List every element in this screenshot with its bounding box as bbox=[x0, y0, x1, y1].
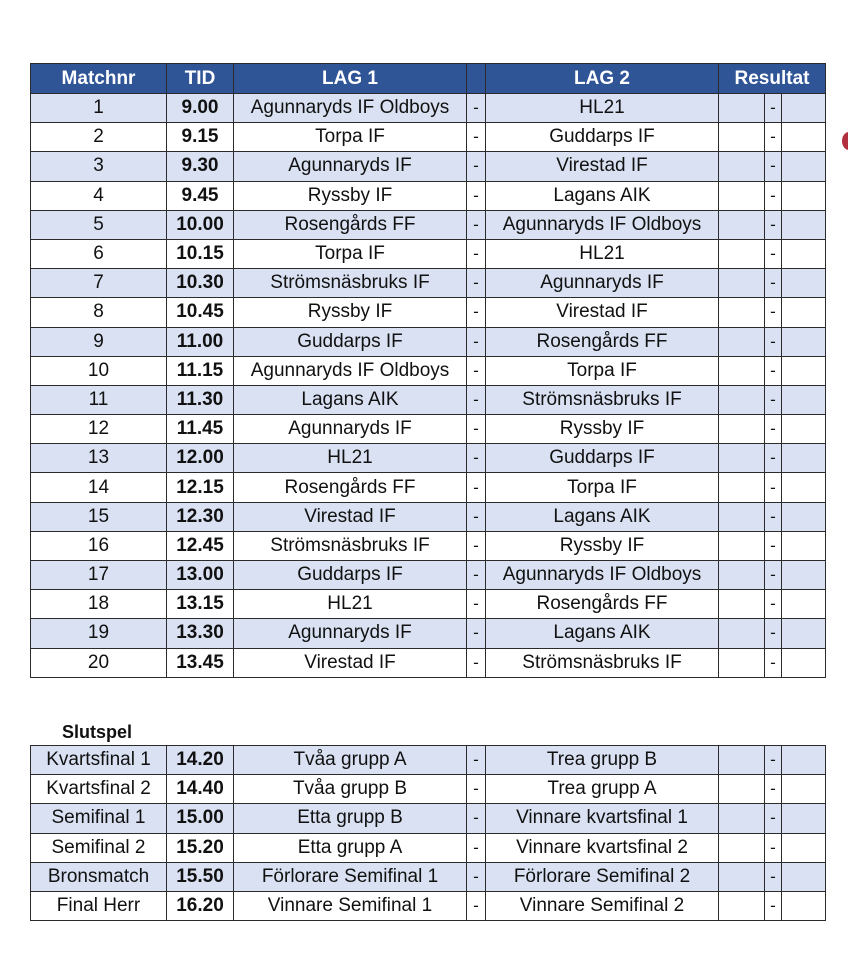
match-number: Final Herr bbox=[31, 891, 167, 920]
match-time: 14.20 bbox=[167, 746, 234, 775]
result-separator: - bbox=[765, 181, 782, 210]
match-time: 15.20 bbox=[167, 833, 234, 862]
match-time: 12.15 bbox=[167, 473, 234, 502]
match-row bbox=[31, 152, 826, 181]
result-away-cell[interactable] bbox=[782, 123, 826, 152]
team1-name: Förlorare Semifinal 1 bbox=[234, 862, 467, 891]
result-separator: - bbox=[765, 269, 782, 298]
match-time: 12.00 bbox=[167, 444, 234, 473]
result-away-cell[interactable] bbox=[782, 415, 826, 444]
result-separator: - bbox=[765, 891, 782, 920]
match-row bbox=[31, 415, 826, 444]
match-number: 9 bbox=[31, 327, 167, 356]
team1-name: Torpa IF bbox=[234, 123, 467, 152]
result-away-cell[interactable] bbox=[782, 891, 826, 920]
team-separator: - bbox=[467, 385, 486, 414]
header-lag2: LAG 2 bbox=[486, 64, 719, 94]
match-row bbox=[31, 94, 826, 123]
match-number: 13 bbox=[31, 444, 167, 473]
result-separator: - bbox=[765, 619, 782, 648]
team-separator: - bbox=[467, 327, 486, 356]
team-separator: - bbox=[467, 269, 486, 298]
result-home-cell[interactable] bbox=[719, 502, 765, 531]
team2-name: Virestad IF bbox=[486, 152, 719, 181]
match-number: 16 bbox=[31, 531, 167, 560]
team2-name: Lagans AIK bbox=[486, 181, 719, 210]
result-separator: - bbox=[765, 833, 782, 862]
match-number: 4 bbox=[31, 181, 167, 210]
team1-name: Agunnaryds IF bbox=[234, 415, 467, 444]
match-row bbox=[31, 561, 826, 590]
result-home-cell[interactable] bbox=[719, 356, 765, 385]
team-separator: - bbox=[467, 152, 486, 181]
match-time: 11.15 bbox=[167, 356, 234, 385]
match-time: 16.20 bbox=[167, 891, 234, 920]
result-home-cell[interactable] bbox=[719, 648, 765, 677]
team1-name: Etta grupp B bbox=[234, 804, 467, 833]
match-number: 3 bbox=[31, 152, 167, 181]
match-row bbox=[31, 590, 826, 619]
team1-name: Vinnare Semifinal 1 bbox=[234, 891, 467, 920]
team-separator: - bbox=[467, 862, 486, 891]
match-row bbox=[31, 327, 826, 356]
team1-name: Strömsnäsbruks IF bbox=[234, 269, 467, 298]
result-away-cell[interactable] bbox=[782, 775, 826, 804]
match-time: 13.45 bbox=[167, 648, 234, 677]
match-row bbox=[31, 775, 826, 804]
team1-name: Agunnaryds IF bbox=[234, 619, 467, 648]
result-separator: - bbox=[765, 123, 782, 152]
result-away-cell[interactable] bbox=[782, 648, 826, 677]
team2-name: Förlorare Semifinal 2 bbox=[486, 862, 719, 891]
team-separator: - bbox=[467, 891, 486, 920]
result-away-cell[interactable] bbox=[782, 590, 826, 619]
team2-name: Agunnaryds IF bbox=[486, 269, 719, 298]
result-home-cell[interactable] bbox=[719, 619, 765, 648]
match-row bbox=[31, 804, 826, 833]
result-home-cell[interactable] bbox=[719, 239, 765, 268]
result-home-cell[interactable] bbox=[719, 804, 765, 833]
team-separator: - bbox=[467, 804, 486, 833]
result-separator: - bbox=[765, 356, 782, 385]
result-home-cell[interactable] bbox=[719, 775, 765, 804]
result-separator: - bbox=[765, 298, 782, 327]
team2-name: Vinnare kvartsfinal 1 bbox=[486, 804, 719, 833]
match-time: 11.30 bbox=[167, 385, 234, 414]
match-time: 11.00 bbox=[167, 327, 234, 356]
team-separator: - bbox=[467, 590, 486, 619]
result-separator: - bbox=[765, 210, 782, 239]
result-away-cell[interactable] bbox=[782, 239, 826, 268]
match-number: 7 bbox=[31, 269, 167, 298]
header-row bbox=[31, 64, 826, 94]
team1-name: Ryssby IF bbox=[234, 181, 467, 210]
result-home-cell[interactable] bbox=[719, 473, 765, 502]
match-number: 19 bbox=[31, 619, 167, 648]
result-home-cell[interactable] bbox=[719, 152, 765, 181]
result-away-cell[interactable] bbox=[782, 94, 826, 123]
result-home-cell[interactable] bbox=[719, 94, 765, 123]
team-separator: - bbox=[467, 648, 486, 677]
team1-name: Lagans AIK bbox=[234, 385, 467, 414]
match-row bbox=[31, 619, 826, 648]
header-lag1: LAG 1 bbox=[234, 64, 467, 94]
result-away-cell[interactable] bbox=[782, 444, 826, 473]
team-separator: - bbox=[467, 239, 486, 268]
playoff-schedule-table bbox=[30, 745, 826, 921]
match-number: 5 bbox=[31, 210, 167, 239]
result-away-cell[interactable] bbox=[782, 531, 826, 560]
result-away-cell[interactable] bbox=[782, 862, 826, 891]
match-time: 13.15 bbox=[167, 590, 234, 619]
team-separator: - bbox=[467, 561, 486, 590]
match-time: 15.00 bbox=[167, 804, 234, 833]
team2-name: HL21 bbox=[486, 94, 719, 123]
match-number: 6 bbox=[31, 239, 167, 268]
match-row bbox=[31, 531, 826, 560]
result-separator: - bbox=[765, 444, 782, 473]
result-separator: - bbox=[765, 590, 782, 619]
match-time: 10.00 bbox=[167, 210, 234, 239]
match-number: Kvartsfinal 2 bbox=[31, 775, 167, 804]
result-away-cell[interactable] bbox=[782, 833, 826, 862]
team1-name: Torpa IF bbox=[234, 239, 467, 268]
result-away-cell[interactable] bbox=[782, 152, 826, 181]
result-separator: - bbox=[765, 473, 782, 502]
playoff-title: Slutspel bbox=[62, 722, 133, 742]
match-number: 2 bbox=[31, 123, 167, 152]
header-tid: TID bbox=[167, 64, 234, 94]
team2-name: Torpa IF bbox=[486, 473, 719, 502]
result-home-cell[interactable] bbox=[719, 123, 765, 152]
result-separator: - bbox=[765, 746, 782, 775]
team2-name: Vinnare Semifinal 2 bbox=[486, 891, 719, 920]
result-home-cell[interactable] bbox=[719, 746, 765, 775]
match-time: 9.30 bbox=[167, 152, 234, 181]
team2-name: Agunnaryds IF Oldboys bbox=[486, 561, 719, 590]
team2-name: Strömsnäsbruks IF bbox=[486, 385, 719, 414]
result-home-cell[interactable] bbox=[719, 269, 765, 298]
team1-name: Tvåa grupp B bbox=[234, 775, 467, 804]
result-away-cell[interactable] bbox=[782, 746, 826, 775]
team-separator: - bbox=[467, 619, 486, 648]
team-separator: - bbox=[467, 833, 486, 862]
match-time: 9.15 bbox=[167, 123, 234, 152]
result-separator: - bbox=[765, 239, 782, 268]
result-home-cell[interactable] bbox=[719, 210, 765, 239]
group-schedule-table bbox=[30, 63, 826, 678]
result-separator: - bbox=[765, 385, 782, 414]
team1-name: Strömsnäsbruks IF bbox=[234, 531, 467, 560]
match-time: 10.30 bbox=[167, 269, 234, 298]
team1-name: Agunnaryds IF bbox=[234, 152, 467, 181]
team-separator: - bbox=[467, 775, 486, 804]
match-number: 11 bbox=[31, 385, 167, 414]
result-away-cell[interactable] bbox=[782, 561, 826, 590]
result-home-cell[interactable] bbox=[719, 891, 765, 920]
team2-name: Ryssby IF bbox=[486, 531, 719, 560]
team1-name: Ryssby IF bbox=[234, 298, 467, 327]
team1-name: Agunnaryds IF Oldboys bbox=[234, 94, 467, 123]
result-separator: - bbox=[765, 862, 782, 891]
team1-name: HL21 bbox=[234, 444, 467, 473]
team-separator: - bbox=[467, 473, 486, 502]
result-away-cell[interactable] bbox=[782, 298, 826, 327]
team2-name: Guddarps IF bbox=[486, 444, 719, 473]
result-away-cell[interactable] bbox=[782, 619, 826, 648]
team1-name: Virestad IF bbox=[234, 648, 467, 677]
result-away-cell[interactable] bbox=[782, 356, 826, 385]
result-away-cell[interactable] bbox=[782, 804, 826, 833]
match-time: 12.45 bbox=[167, 531, 234, 560]
team2-name: Lagans AIK bbox=[486, 502, 719, 531]
team-separator: - bbox=[467, 415, 486, 444]
team-separator: - bbox=[467, 502, 486, 531]
team1-name: Tvåa grupp A bbox=[234, 746, 467, 775]
header-matchnr: Matchnr bbox=[31, 64, 167, 94]
match-row bbox=[31, 181, 826, 210]
match-number: 14 bbox=[31, 473, 167, 502]
result-away-cell[interactable] bbox=[782, 385, 826, 414]
match-number: 12 bbox=[31, 415, 167, 444]
team2-name: Trea grupp B bbox=[486, 746, 719, 775]
result-away-cell[interactable] bbox=[782, 473, 826, 502]
match-number: 10 bbox=[31, 356, 167, 385]
result-separator: - bbox=[765, 94, 782, 123]
team2-name: Rosengårds FF bbox=[486, 590, 719, 619]
team1-name: Guddarps IF bbox=[234, 561, 467, 590]
team-separator: - bbox=[467, 531, 486, 560]
result-away-cell[interactable] bbox=[782, 181, 826, 210]
team-separator: - bbox=[467, 356, 486, 385]
result-away-cell[interactable] bbox=[782, 327, 826, 356]
team2-name: Strömsnäsbruks IF bbox=[486, 648, 719, 677]
team-separator: - bbox=[467, 94, 486, 123]
match-number: 15 bbox=[31, 502, 167, 531]
result-separator: - bbox=[765, 561, 782, 590]
result-home-cell[interactable] bbox=[719, 833, 765, 862]
team1-name: Rosengårds FF bbox=[234, 473, 467, 502]
match-time: 9.45 bbox=[167, 181, 234, 210]
team1-name: HL21 bbox=[234, 590, 467, 619]
match-row bbox=[31, 746, 826, 775]
match-number: 17 bbox=[31, 561, 167, 590]
team1-name: Etta grupp A bbox=[234, 833, 467, 862]
result-home-cell[interactable] bbox=[719, 385, 765, 414]
match-row bbox=[31, 862, 826, 891]
team2-name: Agunnaryds IF Oldboys bbox=[486, 210, 719, 239]
result-separator: - bbox=[765, 648, 782, 677]
result-home-cell[interactable] bbox=[719, 590, 765, 619]
result-separator: - bbox=[765, 804, 782, 833]
team2-name: Vinnare kvartsfinal 2 bbox=[486, 833, 719, 862]
result-home-cell[interactable] bbox=[719, 327, 765, 356]
team-separator: - bbox=[467, 123, 486, 152]
team1-name: Rosengårds FF bbox=[234, 210, 467, 239]
result-home-cell[interactable] bbox=[719, 862, 765, 891]
match-number: Bronsmatch bbox=[31, 862, 167, 891]
match-number: Semifinal 2 bbox=[31, 833, 167, 862]
result-home-cell[interactable] bbox=[719, 181, 765, 210]
match-row bbox=[31, 833, 826, 862]
match-row bbox=[31, 891, 826, 920]
match-time: 10.15 bbox=[167, 239, 234, 268]
match-row bbox=[31, 356, 826, 385]
result-home-cell[interactable] bbox=[719, 561, 765, 590]
result-separator: - bbox=[765, 327, 782, 356]
result-separator: - bbox=[765, 531, 782, 560]
team1-name: Guddarps IF bbox=[234, 327, 467, 356]
match-number: 8 bbox=[31, 298, 167, 327]
match-row bbox=[31, 385, 826, 414]
team2-name: Trea grupp A bbox=[486, 775, 719, 804]
match-number: Semifinal 1 bbox=[31, 804, 167, 833]
result-away-cell[interactable] bbox=[782, 502, 826, 531]
match-row bbox=[31, 123, 826, 152]
team2-name: Ryssby IF bbox=[486, 415, 719, 444]
match-row bbox=[31, 648, 826, 677]
match-row bbox=[31, 298, 826, 327]
team-separator: - bbox=[467, 181, 486, 210]
header-separator bbox=[467, 64, 486, 94]
result-home-cell[interactable] bbox=[719, 415, 765, 444]
result-separator: - bbox=[765, 415, 782, 444]
result-away-cell[interactable] bbox=[782, 269, 826, 298]
match-row bbox=[31, 269, 826, 298]
match-time: 14.40 bbox=[167, 775, 234, 804]
match-row bbox=[31, 444, 826, 473]
match-number: 20 bbox=[31, 648, 167, 677]
match-row bbox=[31, 210, 826, 239]
team-separator: - bbox=[467, 444, 486, 473]
match-time: 12.30 bbox=[167, 502, 234, 531]
team2-name: Guddarps IF bbox=[486, 123, 719, 152]
team2-name: Lagans AIK bbox=[486, 619, 719, 648]
header-resultat: Resultat bbox=[719, 64, 826, 94]
team1-name: Virestad IF bbox=[234, 502, 467, 531]
match-time: 13.00 bbox=[167, 561, 234, 590]
team-separator: - bbox=[467, 298, 486, 327]
match-number: 1 bbox=[31, 94, 167, 123]
match-time: 13.30 bbox=[167, 619, 234, 648]
match-number: Kvartsfinal 1 bbox=[31, 746, 167, 775]
match-row bbox=[31, 239, 826, 268]
team-separator: - bbox=[467, 746, 486, 775]
match-row bbox=[31, 502, 826, 531]
team-separator: - bbox=[467, 210, 486, 239]
result-home-cell[interactable] bbox=[719, 531, 765, 560]
match-time: 11.45 bbox=[167, 415, 234, 444]
team2-name: Torpa IF bbox=[486, 356, 719, 385]
team2-name: Virestad IF bbox=[486, 298, 719, 327]
team2-name: HL21 bbox=[486, 239, 719, 268]
team1-name: Agunnaryds IF Oldboys bbox=[234, 356, 467, 385]
match-number: 18 bbox=[31, 590, 167, 619]
result-separator: - bbox=[765, 152, 782, 181]
result-home-cell[interactable] bbox=[719, 444, 765, 473]
match-time: 9.00 bbox=[167, 94, 234, 123]
partial-circle-mark bbox=[842, 132, 848, 150]
result-separator: - bbox=[765, 775, 782, 804]
result-separator: - bbox=[765, 502, 782, 531]
match-time: 10.45 bbox=[167, 298, 234, 327]
result-home-cell[interactable] bbox=[719, 298, 765, 327]
match-row bbox=[31, 473, 826, 502]
match-time: 15.50 bbox=[167, 862, 234, 891]
team2-name: Rosengårds FF bbox=[486, 327, 719, 356]
result-away-cell[interactable] bbox=[782, 210, 826, 239]
